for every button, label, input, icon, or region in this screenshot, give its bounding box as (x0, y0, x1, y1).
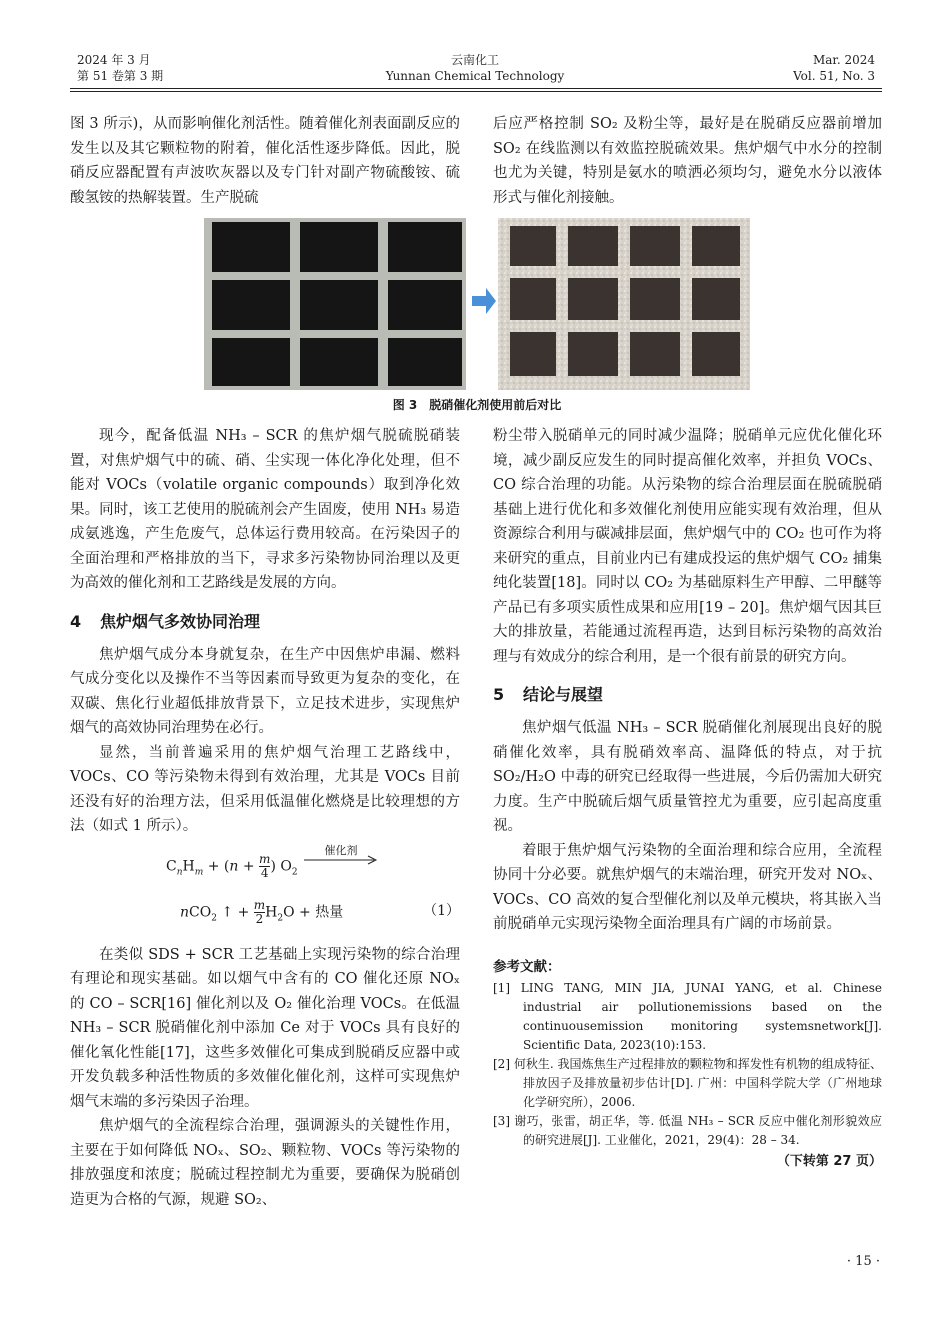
reference-item: [3] 谢巧，张雷，胡正华，等. 低温 NH₃ – SCR 反应中催化剂形貌效应的研究进展[J]. 工业催化，2021，29(4)：28 – 34. (493, 1113, 882, 1147)
equation-number: （1） (423, 902, 460, 919)
paragraph: 现今，配备低温 NH₃ – SCR 的焦炉烟气脱硫脱硝装置，对焦炉烟气中的硫、硝、尘实现一体化净化处理，但不能对 VOCs（volatile organic compounds）取到净化效果。同时，该工艺使用的脱硫剂会产生固废，使用 NH₃ 易造成氨逃逸，产生危废气，总体运行费用较高。在污染因子的全面治理和严格排放的当下，寻求多污染物协同治理以及更为高效的催化剂和工艺路线是发展的方向。 (70, 428, 460, 591)
left-column (70, 424, 460, 1212)
continued-note: （下转第 27 页） (776, 1153, 882, 1169)
top-left-paragraph: 图 3 所示)，从而影响催化剂活性。随着催化剂表面副反应的发生以及其它颗粒物的附着，催化活性逐步降低。因此，脱硝反应器配置有声波吹灰器以及专门针对副产物硫酸铵、硫酸氢铵的热解装置。生产脱硫 (70, 116, 460, 206)
header-volume-en: Vol. 51, No. 3 (793, 69, 875, 83)
paragraph: 焦炉烟气的全流程综合治理，强调源头的关键性作用，主要在于如何降低 NOₓ、SO₂、颗粒物、VOCs 等污染物的排放强度和浓度；脱硫过程控制尤为重要，要确保为脱硝创造更为合格的气源，规避 SO₂、 (70, 1118, 460, 1208)
catalyst-comparison-image (204, 218, 750, 390)
paragraph: 在类似 SDS + SCR 工艺基础上实现污染物的综合治理有理论和现实基础。如以烟气中含有的 CO 催化还原 NOₓ 的 CO – SCR[16] 催化剂以及 O₂ 催化治理 VOCs。在低温 NH₃ – SCR 脱硝催化剂中添加 Ce 对于 VOCs 具有良好的催化氧化性能[17]，这些多效催化可集成到脱硝反应器中或开发负载多种活性物质的多效催化催化剂，这样可实现焦炉烟气末端的多污染因子治理。 (70, 946, 460, 1110)
references-title: 参考文献： (493, 958, 561, 975)
right-column (493, 424, 882, 1172)
page-number: · 15 · (846, 1254, 880, 1269)
paragraph: 粉尘带入脱硝单元的同时减少温降；脱硝单元应优化催化环境，减少副反应发生的同时提高催化效率，并担负 VOCs、CO 综合治理的功能。从污染物的综合治理层面在脱硫脱硝基础上进行优化和多效催化剂使用应能实现有效治理，但从资源综合利用与碳减排层面，焦炉烟气中的 CO₂ 也可作为将来研究的重点，目前业内已有建成投运的焦炉烟气 CO₂ 捕集纯化装置[18]。同时以 CO₂ 为基础原料生产甲醇、二甲醚等产品已有多项实质性成果和应用[19 – 20]。焦炉烟气因其巨大的排放量，若能通过流程再造，达到目标污染物的高效治理与有效成分的综合利用，是一个很有前景的研究方向。 (493, 428, 882, 665)
equation-line-2: nCO$_2$ ↑ + $\frac{m}{2}$ $H_2O$ + 热量 (180, 897, 344, 926)
paragraph: 显然，当前普遍采用的焦炉烟气治理工艺路线中，VOCs、CO 等污染物未得到有效治理，尤其是 VOCs 目前还没有好的治理方法，但采用低温催化燃烧是比较理想的方法（如式 1 所示）。 (70, 744, 460, 834)
top-left-column (70, 112, 460, 210)
section-5-heading (493, 682, 882, 708)
top-right-column (493, 112, 882, 210)
reference-item: [2] 何秋生. 我国炼焦生产过程排放的颗粒物和挥发性有机物的组成特征、排放因子及排放量初步估计[D]. 广州：中国科学院大学（广州地球化学研究所），2006. (493, 1056, 882, 1109)
section-number: 4 (70, 611, 82, 631)
arrow-right-icon (472, 288, 496, 314)
section-number: 5 (493, 685, 505, 704)
equation-catalyst-label: 催化剂 (324, 843, 358, 857)
reaction-arrow-icon (304, 855, 378, 865)
header-date-en: Mar. 2024 (812, 53, 875, 67)
header-date: 2024 年 3 月 (77, 53, 151, 67)
figure-caption: 图 3 脱硝催化剂使用前后对比 (392, 398, 562, 412)
paragraph: 焦炉烟气低温 NH₃ – SCR 脱硝催化剂展现出良好的脱硝催化效率，具有脱硝效率高、温降低的特点，对于抗 SO₂/H₂O 中毒的研究已经取得一些进展，今后仍需加大研究力度。生产中脱硫后烟气质量管控尤为重要，应引起高度重视。 (493, 720, 882, 834)
paragraph: 着眼于焦炉烟气污染物的全面治理和综合应用，全流程协同十分必要。就焦炉烟气的末端治理，研究开发对 NOₓ、VOCs、CO 高效的复合型催化剂以及单元模块，将其嵌入当前脱硝单元实现污染物全面治理具有广阔的市场前景。 (493, 842, 882, 932)
header-right (720, 52, 875, 84)
header-left (77, 52, 163, 84)
journal-name-cn: 云南化工 (450, 53, 499, 67)
paragraph: 焦炉烟气成分本身就复杂，在生产中因焦炉串漏、燃料气成分变化以及操作不当等因素而导致更为复杂的变化，在双碳、焦化行业超低排放背景下，立足技术进步，实现焦炉烟气的高效协同治理势在必行。 (70, 646, 460, 736)
equation-line-1: $C_nH_m + (n$ + $\frac{m}{4}$ ) $O_2$ (166, 851, 298, 880)
header-rule (70, 88, 882, 89)
equation-heat: 热量 (315, 904, 344, 920)
section-4-heading (70, 609, 460, 635)
used-catalyst (498, 218, 750, 390)
equation-1 (70, 839, 460, 943)
section-title: 结论与展望 (523, 685, 604, 704)
header-volume: 第 51 卷第 3 期 (77, 69, 164, 83)
journal-name-en: Yunnan Chemical Technology (385, 69, 565, 83)
header-rule-thin (70, 91, 882, 92)
header-center (375, 52, 575, 84)
references-list (493, 979, 882, 1150)
reference-item: [1] LING TANG, MIN JIA, JUNAI YANG, et al. Chinese industrial air pollutionemissions based on the continuousemission monitoring systemsnetwork[J]. Scientific Data, 2023(10):153. (493, 980, 882, 1052)
fresh-catalyst (204, 218, 466, 390)
section-title: 焦炉烟气多效协同治理 (100, 611, 261, 631)
top-right-paragraph: 后应严格控制 SO₂ 及粉尘等，最好是在脱硝反应器前增加 SO₂ 在线监测以有效监控脱硫效果。焦炉烟气中水分的控制也尤为关键，特别是氨水的喷洒必须均匀，避免水分以液体形式与催化剂接触。 (493, 116, 882, 206)
figure-3 (204, 218, 750, 390)
